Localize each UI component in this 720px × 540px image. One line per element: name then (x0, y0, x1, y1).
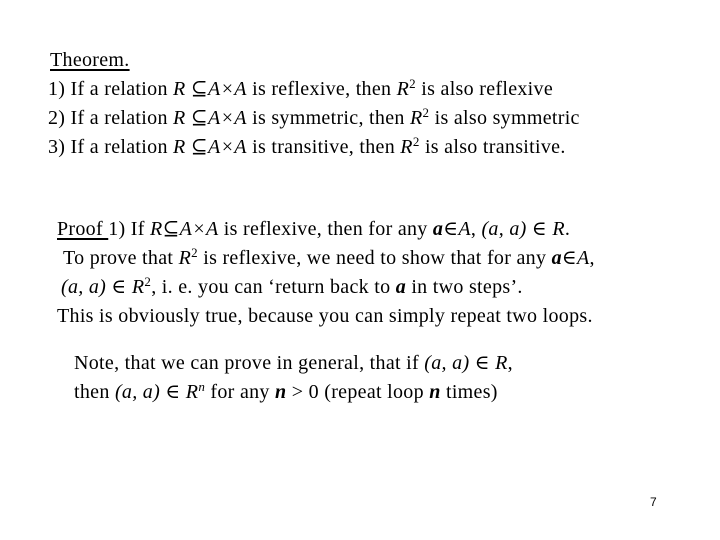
period: . (564, 218, 571, 240)
element-of-symbol: ∈ (561, 247, 577, 269)
proof-line-1 (57, 217, 570, 241)
note-line-1 (74, 351, 513, 375)
note-line-2-middle: for any (205, 381, 276, 403)
comma: , (507, 352, 513, 374)
element-of-symbol: ∈ (106, 276, 132, 298)
separator: , (470, 218, 482, 240)
theorem-item-1 (48, 77, 553, 101)
exponent: 2 (422, 105, 430, 120)
theorem-item-2-text: 2) If a relation (48, 107, 174, 129)
theorem-heading: Theorem. (50, 49, 130, 71)
subset-symbol: ⊆ (190, 136, 208, 158)
relation-symbol: R (173, 136, 186, 158)
proof-line-3-tail: in two steps’. (406, 276, 523, 298)
relation-power: R (185, 381, 199, 403)
cartesian-product: A×A (207, 136, 247, 158)
proof-line-2-text: To prove that (63, 247, 179, 269)
theorem-item-3-text: 3) If a relation (48, 136, 174, 158)
variable-a: a (395, 276, 407, 298)
theorem-item-2-tail: is also symmetric (429, 107, 580, 129)
proof-line-2 (63, 246, 595, 270)
proof-line-2-middle: is reflexive, we need to show that for any (197, 247, 552, 269)
set-a: A (576, 247, 590, 269)
subset-symbol: ⊆ (190, 78, 208, 100)
theorem-item-2 (48, 106, 580, 130)
ordered-pair: (a, a) (61, 276, 107, 298)
proof-line-3-text: , i. e. you can ‘return back to (151, 276, 396, 298)
theorem-item-2-middle: is symmetric, then (246, 107, 410, 129)
variable-a: a (432, 218, 444, 240)
proof-line-1-text: 1) If (108, 218, 151, 240)
subset-symbol: ⊆ (190, 107, 208, 129)
proof-line-4: This is obviously true, because you can simply repeat two loops. (57, 305, 593, 327)
note-line-2-text: then (74, 381, 115, 403)
relation-squared: R (178, 247, 192, 269)
relation-symbol: R (173, 78, 186, 100)
relation-squared: R (400, 136, 413, 158)
proof-label: Proof (57, 218, 109, 240)
note-line-2-tail: times) (440, 381, 498, 403)
ordered-pair: (a, a) (481, 218, 527, 240)
variable-n: n (275, 381, 287, 403)
cartesian-product: A×A (207, 78, 247, 100)
relation-symbol: R (552, 218, 565, 240)
relation-squared: R (396, 78, 410, 100)
relation-symbol: R (150, 218, 163, 240)
exponent: 2 (409, 76, 416, 91)
theorem-item-1-middle: is reflexive, then (246, 78, 397, 100)
relation-symbol: R (173, 107, 186, 129)
element-of-symbol: ∈ (160, 381, 186, 403)
exponent: 2 (144, 274, 152, 289)
proof-line-1-middle: is reflexive, then for any (218, 218, 433, 240)
variable-n: n (429, 381, 441, 403)
note-line-2 (74, 380, 498, 404)
proof-line-3 (61, 275, 523, 299)
note-line-2-text-b: > 0 (repeat loop (286, 381, 430, 403)
exponent: n (198, 379, 206, 394)
theorem-item-1-text: 1) If a relation (48, 78, 174, 100)
theorem-item-3-tail: is also transitive. (419, 136, 566, 158)
comma: , (589, 247, 595, 269)
theorem-item-3 (48, 135, 566, 159)
subset-symbol: ⊆ (162, 218, 180, 240)
ordered-pair: (a, a) (424, 352, 470, 374)
variable-a: a (551, 247, 562, 269)
relation-squared: R (410, 107, 423, 129)
relation-symbol: R (495, 352, 508, 374)
relation-squared: R (131, 276, 145, 298)
exponent: 2 (191, 245, 198, 260)
theorem-item-1-tail: is also reflexive (415, 78, 554, 100)
element-of-symbol: ∈ (443, 218, 459, 240)
note-line-1-text: Note, that we can prove in general, that if (74, 352, 425, 374)
element-of-symbol: ∈ (526, 218, 553, 240)
page-number: 7 (650, 495, 657, 509)
ordered-pair: (a, a) (114, 381, 161, 403)
theorem-item-3-middle: is transitive, then (246, 136, 401, 158)
set-a: A (458, 218, 471, 240)
element-of-symbol: ∈ (469, 352, 496, 374)
cartesian-product: A×A (179, 218, 219, 240)
cartesian-product: A×A (207, 107, 247, 129)
exponent: 2 (412, 134, 420, 149)
